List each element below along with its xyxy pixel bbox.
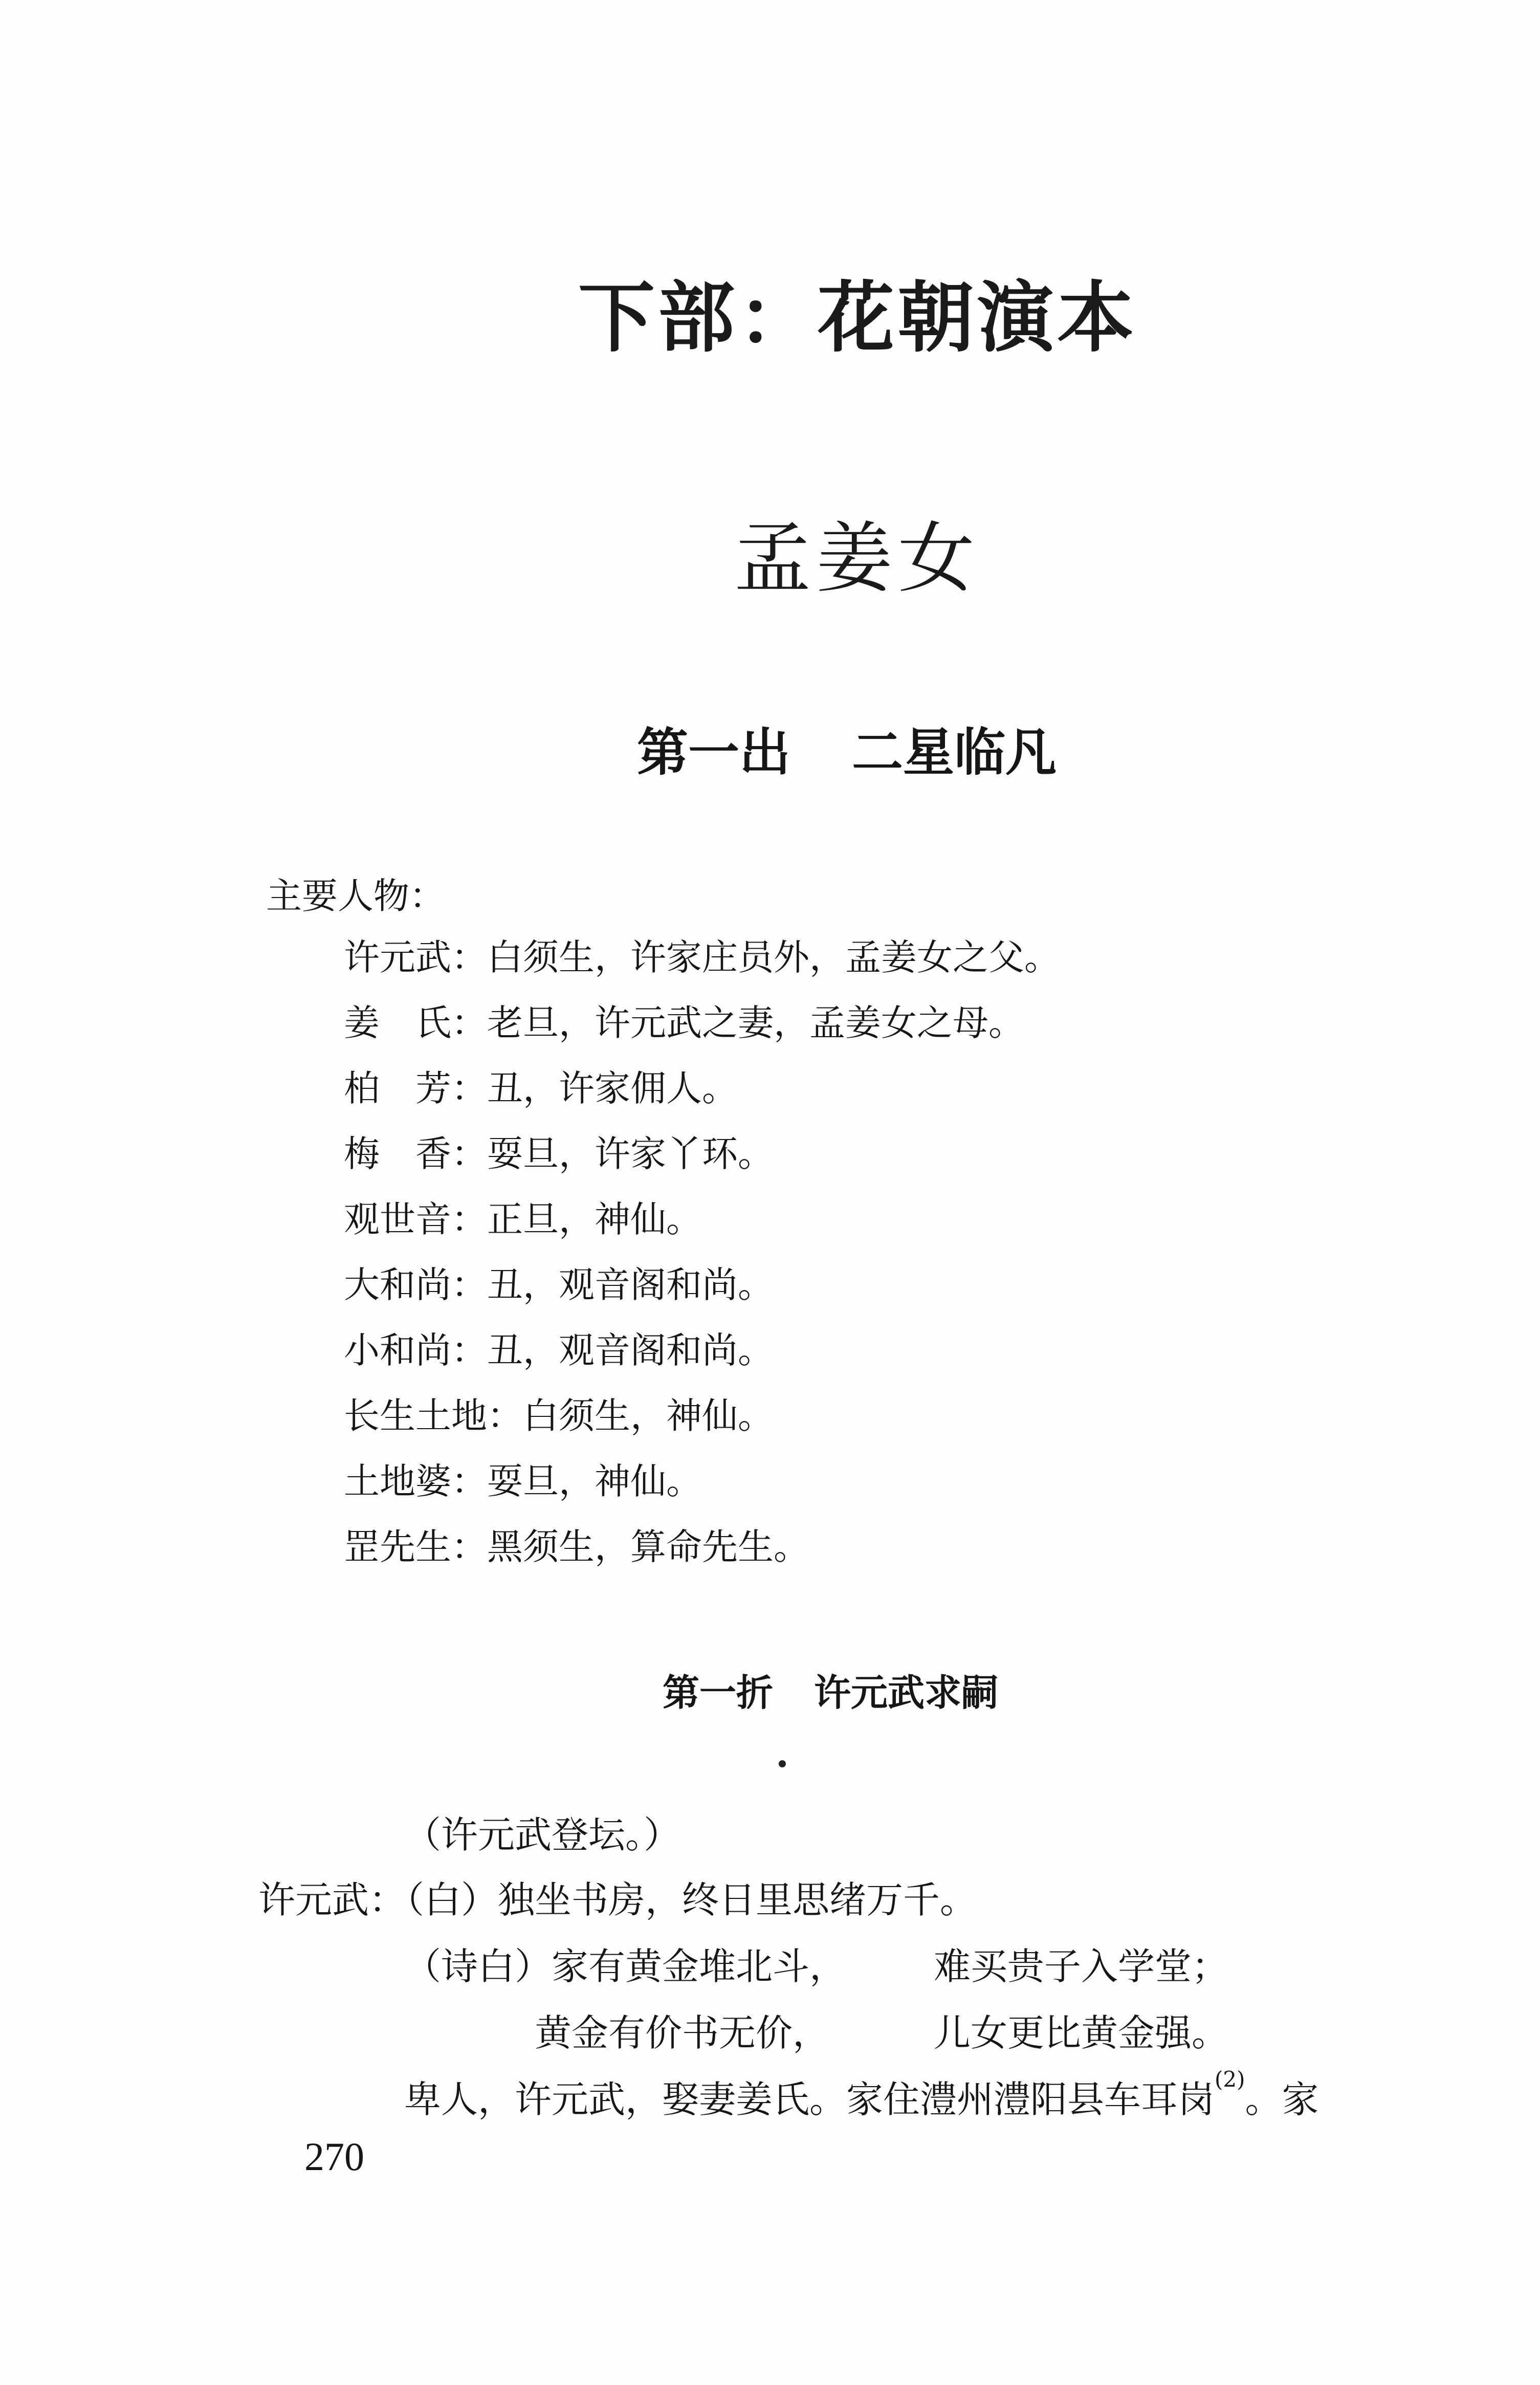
- speech-text-end: 。家: [1245, 2078, 1319, 2121]
- scene-number: 第一折: [663, 1671, 774, 1714]
- part-title: 下部：花朝演本: [578, 274, 1137, 363]
- footnote-marker: (2): [1215, 2067, 1245, 2092]
- poem-line: （诗白）家有黄金堆北斗，: [404, 1945, 847, 1988]
- character-entry: 罡先生：黑须生，算命先生。: [344, 1526, 809, 1568]
- character-entry: 柏 芳：丑，许家佣人。: [344, 1067, 738, 1109]
- scene-heading: [663, 1663, 998, 1716]
- speech-line: 许元武：（白）独坐书房，终日里思绪万千。: [258, 1878, 977, 1921]
- character-entry: 姜 氏：老旦，许元武之妻，孟姜女之母。: [344, 1002, 1024, 1044]
- poem-line: 黄金有价书无价，: [535, 2011, 830, 2054]
- page-number: 270: [304, 2134, 364, 2179]
- characters-heading: 主要人物：: [266, 875, 445, 917]
- speech-line: [404, 2067, 1319, 2123]
- chapter-number: 第一出: [637, 723, 790, 782]
- scene-name: 许元武求嗣: [814, 1671, 999, 1714]
- character-entry: 大和尚：丑，观音阁和尚。: [344, 1264, 774, 1306]
- separator-dot: [779, 1760, 786, 1767]
- speech-text: 卑人，许元武，娶妻姜氏。家住澧州澧阳县车耳岗: [404, 2078, 1215, 2121]
- character-entry: 土地婆：耍旦，神仙。: [344, 1460, 702, 1502]
- character-entry: 小和尚：丑，观音阁和尚。: [344, 1329, 774, 1371]
- poem-line: 难买贵子入学堂；: [934, 1945, 1229, 1988]
- stage-direction: （许元武登坛。）: [404, 1813, 681, 1856]
- poem-line: 儿女更比黄金强。: [934, 2011, 1229, 2054]
- character-entry: 梅 香：耍旦，许家丫环。: [344, 1133, 774, 1175]
- character-entry: 长生土地：白须生，神仙。: [344, 1395, 774, 1437]
- character-entry: 许元武：白须生，许家庄员外，孟姜女之父。: [344, 936, 1060, 978]
- chapter-name: 二星临凡: [852, 723, 1057, 782]
- character-list: [344, 929, 1060, 1584]
- character-entry: 观世音：正旦，神仙。: [344, 1198, 702, 1240]
- play-title: 孟姜女: [734, 514, 980, 603]
- chapter-heading: [637, 711, 1057, 785]
